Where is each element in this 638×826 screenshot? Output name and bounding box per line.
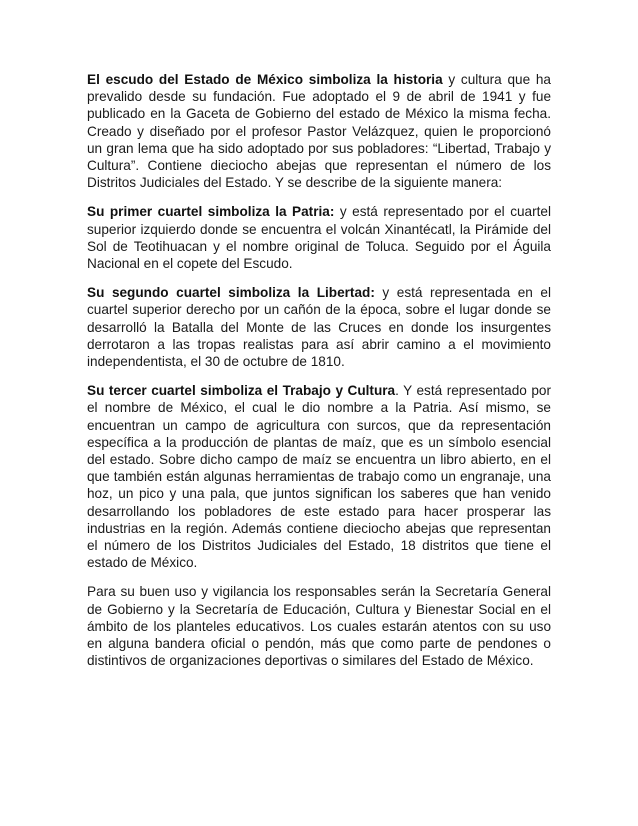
paragraph-intro — [87, 71, 551, 191]
paragraph-text: Para su buen uso y vigilancia los responsables serán la Secretaría General de Gobierno y la Secretaría de Educación, Cultura y Bienestar Social en el ámbito de los planteles educativos. Los cuales estarán atentos con su uso en alguna bandera oficial o pendón, más que como parte de pendones o distintivos de organizaciones deportivas o similares del Estado de México. — [87, 584, 551, 669]
paragraph-lead: Su primer cuartel simboliza la Patria: — [87, 204, 335, 220]
paragraph-text: y cultura que ha prevalido desde su fundación. Fue adoptado el 9 de abril de 1941 y fue publicado en la Gaceta de Gobierno del estado de México la misma fecha. Creado y diseñado por el profesor Pastor Velázquez, quien le proporcionó un gran lema que ha sido adoptado por sus pobladores: “Libertad, Trabajo y Cultura”. Contiene dieciocho abejas que representan el número de los Distritos Judiciales del Estado. Y se describe de la siguiente manera: — [87, 72, 551, 191]
paragraph-third-quarter — [87, 382, 551, 571]
paragraph-second-quarter — [87, 284, 551, 370]
document-body — [87, 71, 551, 682]
paragraph-text: y está representada en el cuartel superior derecho por un cañón de la época, sobre el lugar donde se desarrolló la Batalla del Monte de las Cruces en donde los insurgentes derrotaron a las tropas realistas para así abrir camino a el movimiento independentista, el 30 de octubre de 1810. — [87, 285, 551, 370]
paragraph-lead: El escudo del Estado de México simboliza la historia — [87, 72, 443, 87]
paragraph-text: . Y está representado por el nombre de México, el cual le dio nombre a la Patria. Así mismo, se encuentran un campo de agricultura con surcos, que da representación específica a la producción de plantas de maíz, que es un símbolo esencial del estado. Sobre dicho campo de maíz se encuentra un libro abierto, en el que también están algunas herramientas de trabajo como un engranaje, una hoz, un pico y una pala, que juntos significan los saberes que han venido desarrollando los pobladores de este estado para hacer prosperar las industrias en la región. Además contiene dieciocho abejas que representan el número de los Distritos Judiciales del Estado, 18 distritos que tiene el estado de México. — [87, 383, 551, 571]
paragraph-first-quarter — [87, 203, 551, 272]
paragraph-usage — [87, 583, 551, 669]
paragraph-lead: Su tercer cuartel simboliza el Trabajo y Cultura — [87, 383, 396, 399]
paragraph-text: y está representado por el cuartel superior izquierdo donde se encuentra el volcán Xinantécatl, la Pirámide del Sol de Teotihuacan y el nombre original de Toluca. Seguido por el Águila Nacional en el copete del Escudo. — [87, 204, 551, 272]
paragraph-lead: Su segundo cuartel simboliza la Libertad: — [87, 285, 375, 301]
